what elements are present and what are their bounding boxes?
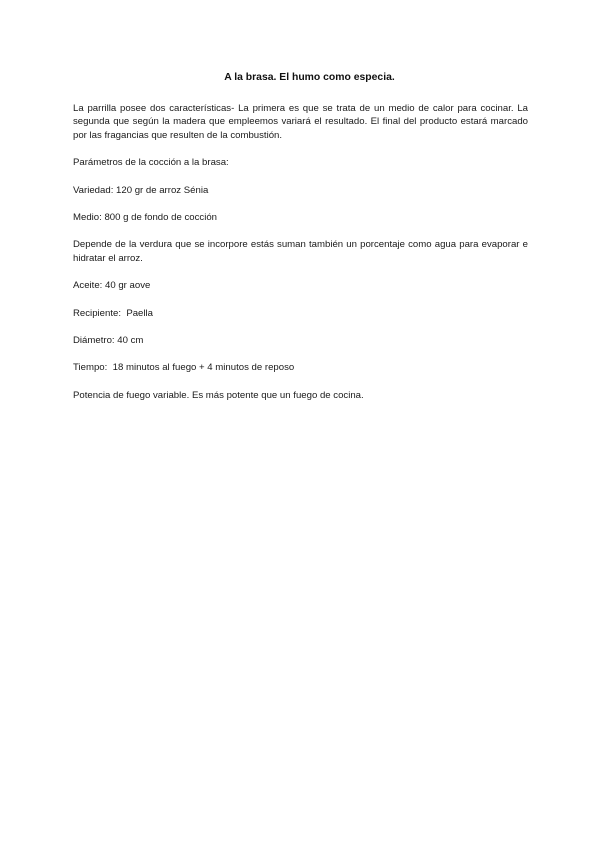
paragraph-medium: Medio: 800 g de fondo de cocción xyxy=(73,212,218,224)
paragraph-intro: La parrilla posee dos características- La primera es que se trata de un medio de calor para cocinar. La segunda que según la madera que empleemos variará el resultado. El final del producto estará marcado por las fragancias que resulten de la combustión. xyxy=(73,103,528,141)
paragraph-time: Tiempo: 18 minutos al fuego + 4 minutos de reposo xyxy=(73,362,295,374)
document-title: A la brasa. El humo como especia. xyxy=(224,72,395,83)
paragraph-container: Recipiente: Paella xyxy=(73,307,153,319)
paragraph-vegetables-note: Depende de la verdura que se incorpore estás suman también un porcentaje como agua para evaporar e hidratar el arroz. xyxy=(73,239,528,264)
paragraph-oil: Aceite: 40 gr aove xyxy=(73,280,151,292)
paragraph-fire-power: Potencia de fuego variable. Es más potente que un fuego de cocina. xyxy=(73,389,364,401)
paragraph-parameters-heading: Parámetros de la cocción a la brasa: xyxy=(73,157,229,169)
paragraph-variety: Variedad: 120 gr de arroz Sénia xyxy=(73,184,209,196)
paragraph-diameter: Diámetro: 40 cm xyxy=(73,335,144,347)
